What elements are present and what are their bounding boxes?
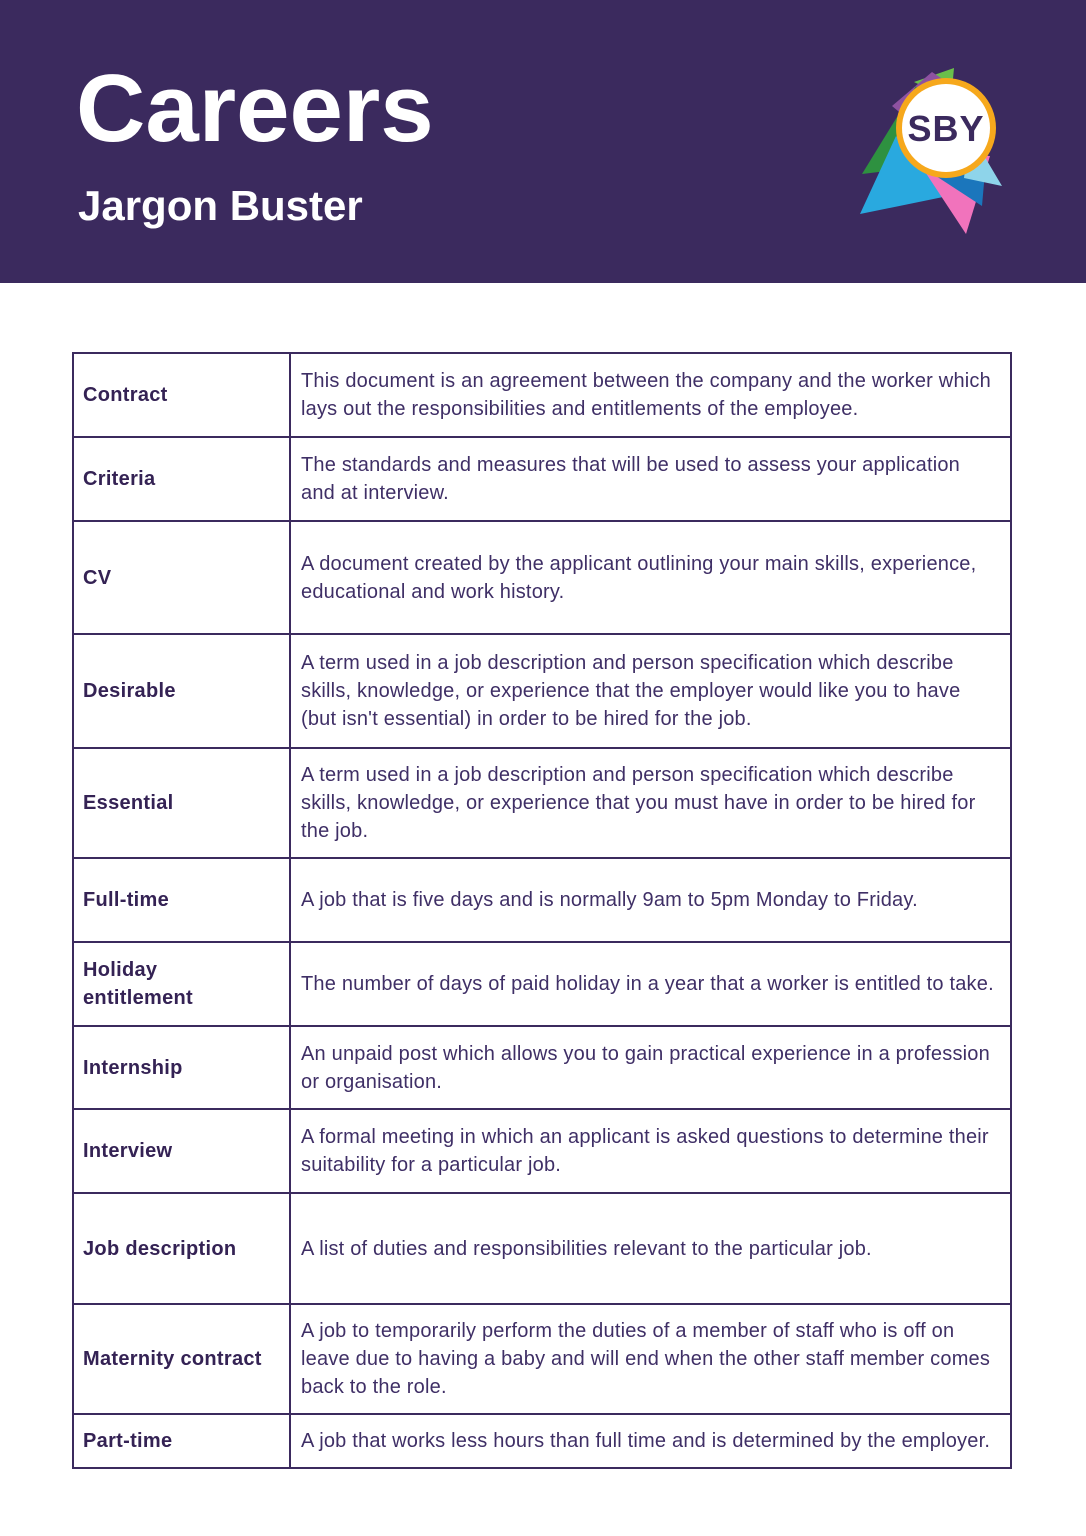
term-cell: Criteria: [73, 437, 290, 521]
jargon-table: [72, 352, 1012, 1469]
table-row: [73, 353, 1011, 437]
page-title: Careers: [76, 55, 434, 162]
term-cell: CV: [73, 521, 290, 634]
definition-cell: A formal meeting in which an applicant is asked questions to determine their suitability for a particular job.: [290, 1109, 1011, 1193]
jargon-table-body: [73, 353, 1011, 1468]
definition-cell: The standards and measures that will be used to assess your application and at interview.: [290, 437, 1011, 521]
term-cell: Full-time: [73, 858, 290, 942]
table-row: [73, 437, 1011, 521]
table-row: [73, 1026, 1011, 1109]
table-row: [73, 748, 1011, 858]
term-cell: Internship: [73, 1026, 290, 1109]
definition-cell: A term used in a job description and person specification which describe skills, knowledge, or experience that the employer would like you to have (but isn't essential) in order to be hired for the job.: [290, 634, 1011, 748]
page-subtitle: Jargon Buster: [78, 182, 363, 229]
term-cell: Interview: [73, 1109, 290, 1193]
definition-cell: A term used in a job description and person specification which describe skills, knowledge, or experience that you must have in order to be hired for the job.: [290, 748, 1011, 858]
table-row: [73, 521, 1011, 634]
term-cell: Desirable: [73, 634, 290, 748]
definition-cell: An unpaid post which allows you to gain practical experience in a profession or organisation.: [290, 1026, 1011, 1109]
definition-cell: A job that works less hours than full time and is determined by the employer.: [290, 1414, 1011, 1468]
term-cell: Part-time: [73, 1414, 290, 1468]
logo-text: SBY: [907, 108, 985, 149]
table-row: [73, 1304, 1011, 1414]
definition-cell: A job that is five days and is normally 9am to 5pm Monday to Friday.: [290, 858, 1011, 942]
sby-logo: [854, 64, 1014, 236]
jargon-table-wrap: [72, 352, 1012, 1469]
definition-cell: The number of days of paid holiday in a year that a worker is entitled to take.: [290, 942, 1011, 1026]
table-row: [73, 634, 1011, 748]
term-cell: Job description: [73, 1193, 290, 1304]
table-row: [73, 1414, 1011, 1468]
header-banner: [0, 0, 1086, 283]
definition-cell: A job to temporarily perform the duties of a member of staff who is off on leave due to having a baby and will end when the other staff member comes back to the role.: [290, 1304, 1011, 1414]
table-row: [73, 1193, 1011, 1304]
term-cell: Essential: [73, 748, 290, 858]
term-cell: Holiday entitlement: [73, 942, 290, 1026]
table-row: [73, 942, 1011, 1026]
term-cell: Contract: [73, 353, 290, 437]
definition-cell: This document is an agreement between the company and the worker which lays out the responsibilities and entitlements of the employee.: [290, 353, 1011, 437]
definition-cell: A list of duties and responsibilities relevant to the particular job.: [290, 1193, 1011, 1304]
definition-cell: A document created by the applicant outlining your main skills, experience, educational and work history.: [290, 521, 1011, 634]
table-row: [73, 1109, 1011, 1193]
term-cell: Maternity contract: [73, 1304, 290, 1414]
table-row: [73, 858, 1011, 942]
